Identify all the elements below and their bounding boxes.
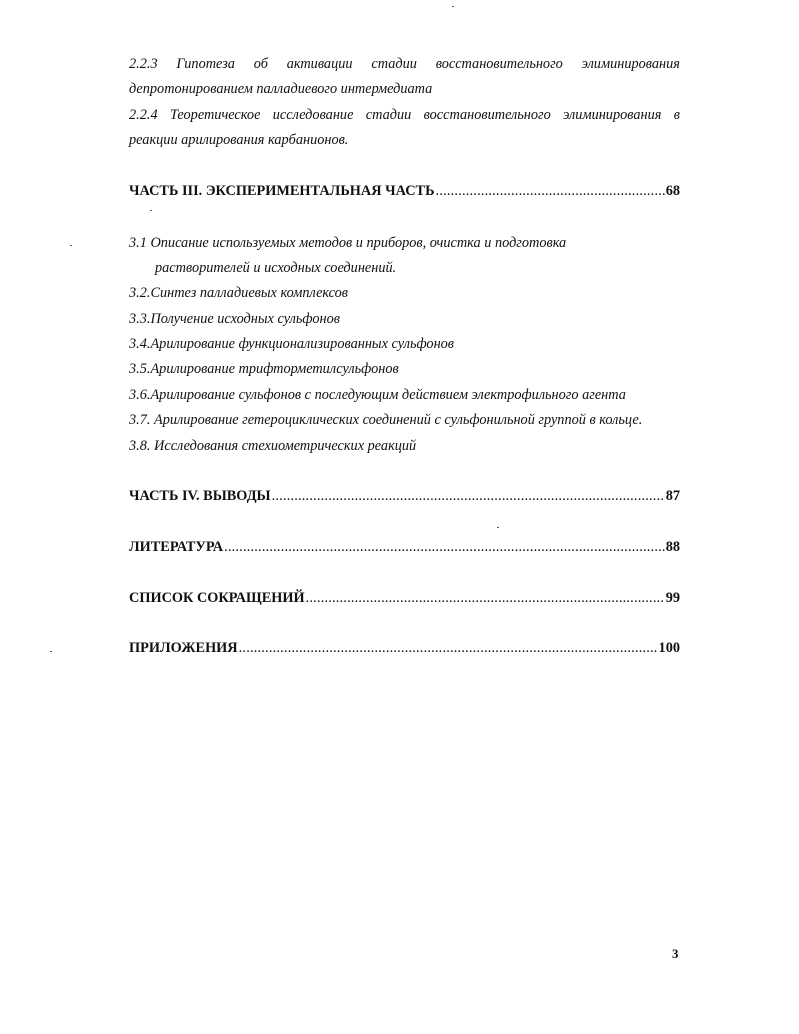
justified-word: об <box>253 56 268 72</box>
scan-speck <box>150 210 152 211</box>
toc-item-2-2-3-line1 <box>129 57 680 71</box>
justified-word: 2.2.3 <box>129 56 158 72</box>
justified-word: восстановительного <box>435 56 563 72</box>
leader-dots <box>239 641 658 655</box>
justified-word: элиминирования <box>581 56 680 72</box>
toc-item-3-3: 3.3.Получение исходных сульфонов <box>129 311 340 327</box>
leader-dots <box>272 489 665 503</box>
justified-word: стадии <box>365 107 412 123</box>
toc-entry-abbreviations <box>129 591 680 605</box>
toc-entry-title: ЧАСТЬ IV. ВЫВОДЫ <box>129 488 271 504</box>
toc-item-3-1-line2: растворителей и исходных соединений. <box>155 260 397 276</box>
toc-item-3-8: 3.8. Исследования стехиометрических реакций <box>129 438 417 454</box>
toc-entry-title: ПРИЛОЖЕНИЯ <box>129 640 238 656</box>
toc-item-3-2: 3.2.Синтез палладиевых комплексов <box>129 285 348 301</box>
justified-word: в <box>673 107 680 123</box>
justified-word: восстановительного <box>423 107 551 123</box>
page-number: 3 <box>672 946 679 961</box>
toc-entry-page: 88 <box>665 539 680 555</box>
toc-item-3-7: 3.7. Арилирование гетероциклических соединений с сульфонильной группой в кольце. <box>129 412 643 428</box>
toc-entry-page: 87 <box>665 488 680 504</box>
leader-dots <box>436 184 665 198</box>
justified-word: стадии <box>371 56 417 72</box>
leader-dots <box>224 540 665 554</box>
scan-speck <box>497 527 499 528</box>
toc-entry-part4 <box>129 489 680 503</box>
justified-word: активации <box>286 56 353 72</box>
toc-entry-part3 <box>129 184 680 198</box>
toc-entry-literature <box>129 540 680 554</box>
justified-word: элиминирования <box>563 107 662 123</box>
justified-word: Гипотеза <box>176 56 235 72</box>
toc-entry-page: 99 <box>665 590 680 606</box>
toc-item-3-1-line1: 3.1 Описание используемых методов и приборов, очистка и подготовка <box>129 235 567 251</box>
toc-entry-title: ЛИТЕРАТУРА <box>129 539 224 555</box>
toc-item-3-4: 3.4.Арилирование функционализированных сульфонов <box>129 336 455 352</box>
scan-speck <box>50 651 52 652</box>
toc-item-2-2-4-line1 <box>129 108 680 122</box>
toc-entry-appendices <box>129 641 680 655</box>
justified-word: исследование <box>272 107 354 123</box>
justified-word: Теоретическое <box>169 107 261 123</box>
leader-dots <box>306 591 665 605</box>
toc-entry-page: 100 <box>658 640 680 656</box>
scan-speck <box>452 6 454 7</box>
scan-speck <box>70 245 72 246</box>
toc-entry-title: ЧАСТЬ III. ЭКСПЕРИМЕНТАЛЬНАЯ ЧАСТЬ <box>129 183 435 199</box>
toc-item-2-2-3-line2: депротонированием палладиевого интермедиата <box>129 81 433 97</box>
toc-item-3-6: 3.6.Арилирование сульфонов с последующим действием электрофильного агента <box>129 387 626 403</box>
toc-entry-title: СПИСОК СОКРАЩЕНИЙ <box>129 590 305 606</box>
toc-entry-page: 68 <box>665 183 680 199</box>
toc-item-3-5: 3.5.Арилирование трифторметилсульфонов <box>129 361 399 377</box>
toc-item-2-2-4-line2: реакции арилирования карбанионов. <box>129 132 349 148</box>
justified-word: 2.2.4 <box>129 107 158 123</box>
